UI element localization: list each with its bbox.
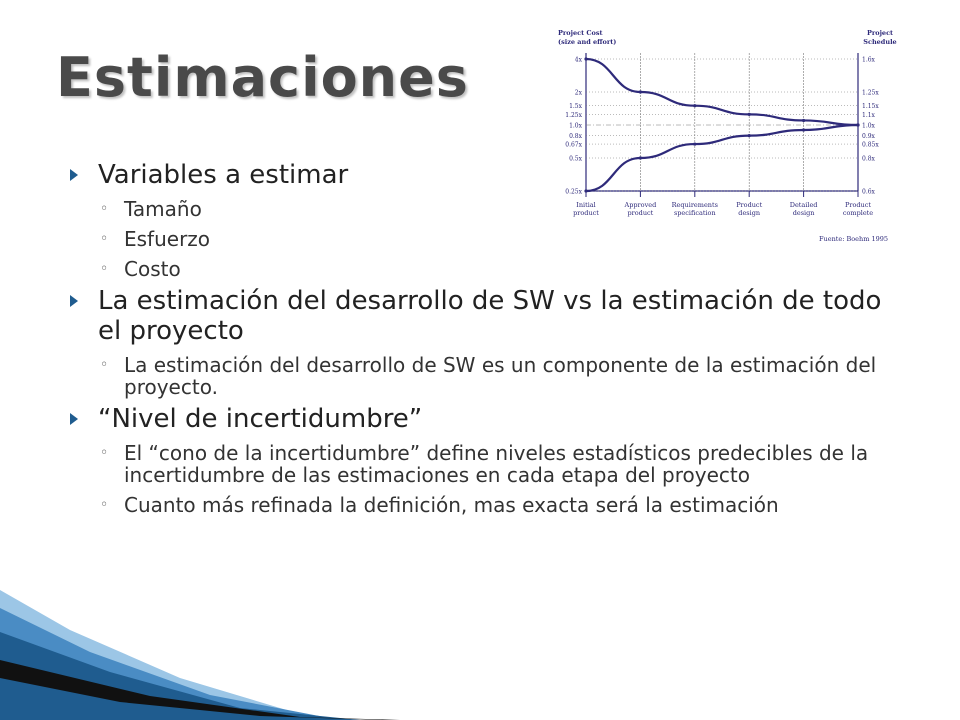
triangle-bullet-icon [70, 169, 78, 181]
circle-bullet-icon: ◦ [100, 201, 109, 217]
left-tick-label: 0.8x [569, 133, 582, 141]
phase-label: product [573, 209, 599, 217]
curve-point [639, 156, 642, 159]
phase-label: Approved [624, 201, 657, 209]
sub-bullet-text: Costo [124, 257, 181, 281]
curve-point [748, 134, 751, 137]
phase-label: Product [845, 201, 871, 209]
decorative-swoosh [0, 560, 400, 720]
phase-label: design [738, 209, 761, 217]
phase-label: Product [736, 201, 763, 209]
sub-bullet-text: Esfuerzo [124, 227, 211, 251]
bullet-sw-vs-proyecto [70, 286, 900, 346]
left-tick-label: 0.5x [569, 155, 582, 163]
left-tick-label: 4x [574, 56, 582, 64]
left-tick-label: 0.25x [565, 188, 582, 196]
curve-point [802, 119, 805, 122]
left-tick-label: 1.25x [565, 111, 582, 119]
right-tick-label: 0.8x [862, 155, 875, 163]
right-axis-title: Schedule [863, 38, 897, 46]
bullet-text: La estimación del desarrollo de SW vs la estimación de todo el proyecto [98, 286, 882, 346]
triangle-bullet-icon [70, 295, 78, 307]
curve-point [748, 113, 751, 116]
left-tick-label: 2x [574, 89, 582, 97]
circle-bullet-icon: ◦ [100, 497, 109, 513]
circle-bullet-icon: ◦ [100, 357, 109, 373]
right-axis-title: Project [866, 29, 894, 37]
right-tick-label: 1.6x [862, 56, 875, 64]
phase-label: Detailed [789, 201, 818, 209]
sub-bullet-text: El “cono de la incertidumbre” define niveles estadísticos predecibles de la incertidumbre de las estimaciones en cada etapa del proyecto [124, 441, 869, 487]
triangle-bullet-icon [70, 413, 78, 425]
circle-bullet-icon: ◦ [100, 445, 109, 461]
slide-title: Estimaciones [56, 46, 469, 109]
right-tick-label: 1.15x [862, 103, 879, 111]
phase-label: product [627, 209, 654, 217]
left-tick-label: 1.0x [569, 122, 582, 130]
sub-bullet-text: Tamaño [124, 197, 202, 221]
left-tick-label: 0.67x [565, 141, 582, 149]
sub-bullet-text: La estimación del desarrollo de SW es un componente de la estimación del proyecto. [124, 353, 877, 399]
curve-point [802, 128, 805, 131]
left-axis-title: (size and effort) [558, 38, 617, 46]
right-tick-label: 0.9x [862, 133, 875, 141]
phase-label: design [792, 209, 815, 217]
left-tick-label: 1.5x [569, 103, 582, 111]
bullet-text: Variables a estimar [98, 160, 349, 190]
bullet-incertidumbre [70, 404, 900, 434]
phase-label: complete [842, 209, 874, 217]
curve-point [639, 90, 642, 93]
right-tick-label: 1.25x [862, 89, 879, 97]
phase-label: Initial [576, 201, 596, 209]
curve-point [584, 57, 587, 60]
right-tick-label: 0.6x [862, 188, 875, 196]
phase-label: Requirements [671, 201, 718, 209]
phase-label: specification [673, 209, 716, 217]
sub-bullet-costo [70, 258, 900, 280]
sub-bullet-componente [70, 354, 900, 398]
chart-source-note: Fuente: Boehm 1995 [819, 235, 888, 243]
curve-point [584, 189, 587, 192]
cone-of-uncertainty-chart [550, 25, 900, 255]
right-tick-label: 1.0x [862, 122, 875, 130]
curve-point [856, 123, 859, 126]
sub-bullet-text: Cuanto más refinada la definición, mas exacta será la estimación [124, 493, 779, 517]
sub-bullet-cono [70, 442, 900, 486]
right-tick-label: 0.85x [862, 141, 879, 149]
left-axis-title: Project Cost [558, 29, 603, 37]
circle-bullet-icon: ◦ [100, 231, 109, 247]
curve-point [693, 104, 696, 107]
sub-bullet-refinada [70, 494, 900, 516]
circle-bullet-icon: ◦ [100, 261, 109, 277]
bullet-text: “Nivel de incertidumbre” [98, 404, 423, 434]
right-tick-label: 1.1x [862, 111, 875, 119]
curve-point [693, 142, 696, 145]
